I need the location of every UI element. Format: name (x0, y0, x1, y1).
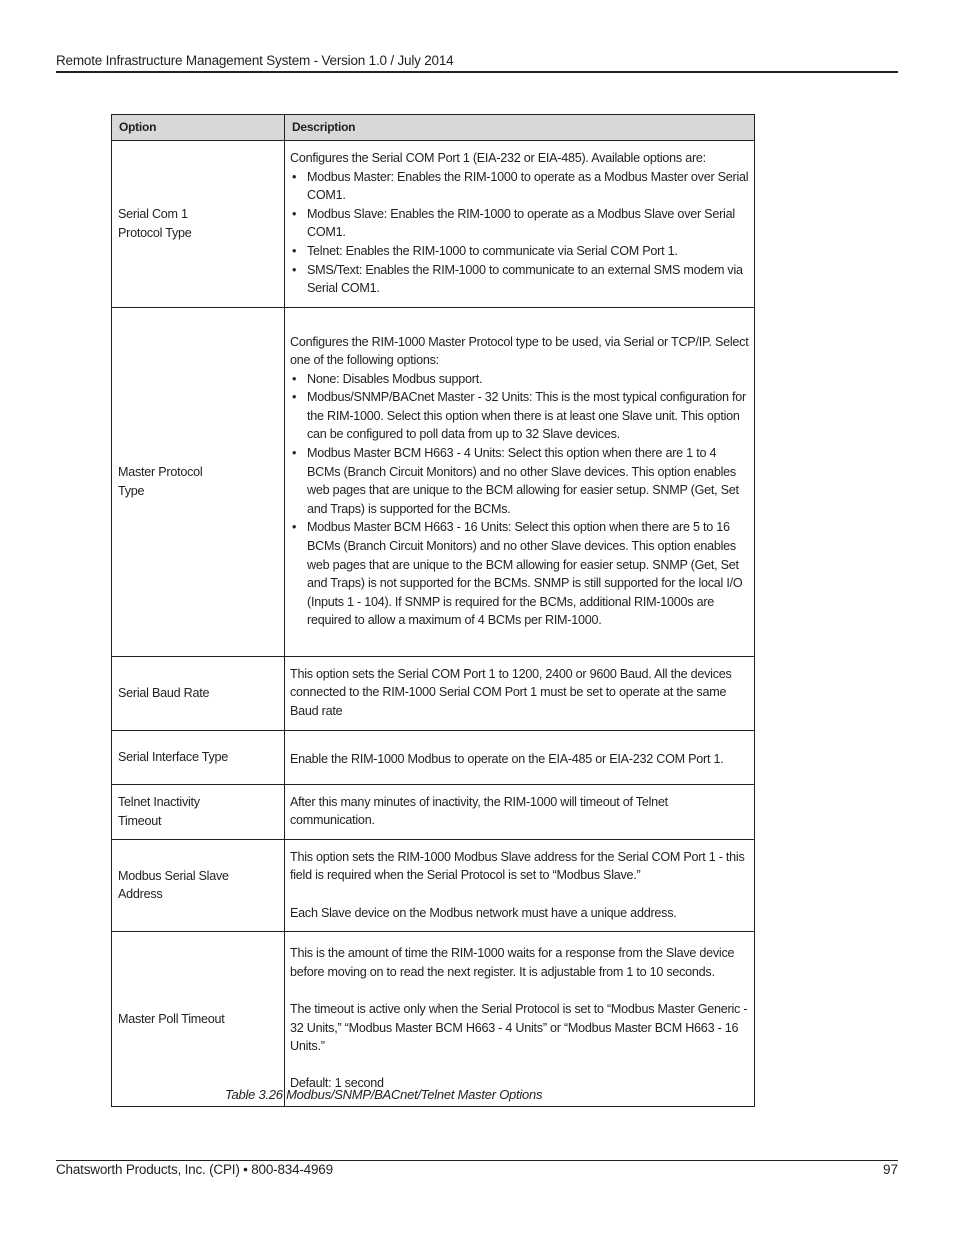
description-text: This option sets the Serial COM Port 1 to 1200, 2400 or 9600 Baud. All the devices connected to the RIM-1000 Serial COM Port 1 must be set to operate at the same Baud rate (290, 666, 732, 718)
option-cell (112, 656, 285, 730)
list-item: • Telnet: Enables the RIM-1000 to communicate via Serial COM Port 1. (290, 242, 750, 261)
list-item: • SMS/Text: Enables the RIM-1000 to communicate to an external SMS modem via Serial COM1. (290, 261, 750, 298)
description-text: This option sets the RIM-1000 Modbus Slave address for the Serial COM Port 1 - this field is required when the Serial Protocol is set to “Modbus Slave.” (290, 849, 745, 883)
running-header: Remote Infrastructure Management System - Version 1.0 / July 2014 (56, 53, 454, 68)
table-row (112, 656, 755, 730)
option-label: Serial Com 1 Protocol Type (118, 207, 192, 240)
description-cell (285, 656, 755, 730)
description-text: After this many minutes of inactivity, the RIM-1000 will timeout of Telnet communication. (290, 794, 668, 828)
option-label: Serial Interface Type (118, 749, 229, 764)
description-text: Enable the RIM-1000 Modbus to operate on the EIA-485 or EIA-232 COM Port 1. (290, 752, 724, 767)
list-item: • None: Disables Modbus support. (290, 370, 750, 389)
table-header-row (112, 115, 755, 141)
table-row (112, 307, 755, 656)
list-item: • Modbus Slave: Enables the RIM-1000 to operate as a Modbus Slave over Serial COM1. (290, 205, 750, 242)
table-row (112, 784, 755, 839)
option-cell (112, 784, 285, 839)
option-list (290, 370, 750, 630)
description-cell (285, 730, 755, 784)
column-header-description: Description (285, 115, 755, 141)
footer-rule (56, 1160, 898, 1161)
list-item: • Modbus Master: Enables the RIM-1000 to operate as a Modbus Master over Serial COM1. (290, 168, 750, 205)
option-cell (112, 730, 285, 784)
description-intro: Configures the RIM-1000 Master Protocol type to be used, via Serial or TCP/IP. Select one of the following options: (290, 334, 749, 368)
description-cell (285, 932, 755, 1107)
option-cell (112, 839, 285, 931)
table-row (112, 839, 755, 931)
option-label: Modbus Serial Slave Address (118, 868, 229, 902)
option-label: Master Protocol Type (118, 465, 203, 498)
list-item: • Modbus Master BCM H663 - 16 Units: Select this option when there are 5 to 16 BCMs (Branch Circuit Monitors) and no other Slave devices. This option enables web pages that are unique to the BCM allowing for easier setup. SNMP (Get, Set and Traps) is not supported for the BCMs. SNMP is still supported for the local I/O (Inputs 1 - 104). If SNMP is required for the BCMs, additional RIM-1000s are required to allow a maximum of 4 BCMs per RIM-1000. (290, 518, 750, 630)
description-cell (285, 784, 755, 839)
option-list (290, 168, 750, 298)
description-text: The timeout is active only when the Serial Protocol is set to “Modbus Master Generic - 32 Units,” “Modbus Master BCM H663 - 4 Units” or “Modbus Master BCM H663 - 16 Units.” (290, 1002, 748, 1054)
table-row (112, 932, 755, 1107)
description-text: Each Slave device on the Modbus network must have a unique address. (290, 905, 677, 920)
description-intro: Configures the Serial COM Port 1 (EIA-232 or EIA-485). Available options are: (290, 151, 706, 165)
table-caption: Table 3.26 Modbus/SNMP/BACnet/Telnet Master Options (225, 1087, 543, 1102)
footer-company: Chatsworth Products, Inc. (CPI) • 800-834-4969 (56, 1162, 333, 1177)
page-number: 97 (882, 1162, 898, 1177)
description-text: This is the amount of time the RIM-1000 waits for a response from the Slave device before moving on to read the next register. It is adjustable from 1 to 10 seconds. (290, 946, 735, 979)
description-text: Default: 1 second (290, 1076, 384, 1091)
option-label: Serial Baud Rate (118, 685, 210, 700)
options-table (111, 114, 755, 1107)
list-item: • Modbus Master BCM H663 - 4 Units: Select this option when there are 1 to 4 BCMs (Branch Circuit Monitors) and no other Slave devices. This option enables web pages that are unique to the BCM allowing for easier setup. SNMP (Get, Set and Traps) is supported for the BCMs. (290, 444, 750, 518)
description-cell (285, 307, 755, 656)
description-cell (285, 141, 755, 308)
list-item: • Modbus/SNMP/BACnet Master - 32 Units: This is the most typical configuration for the RIM-1000. Select this option when there is at least one Slave unit. This option can be configured to poll data from up to 32 Slave devices. (290, 388, 750, 444)
description-cell (285, 839, 755, 931)
option-label: Telnet Inactivity Timeout (118, 795, 200, 828)
header-rule (56, 71, 898, 73)
table-row (112, 730, 755, 784)
option-label: Master Poll Timeout (118, 1011, 225, 1026)
column-header-option: Option (112, 115, 285, 141)
option-cell (112, 932, 285, 1107)
option-cell (112, 307, 285, 656)
table-row (112, 141, 755, 308)
option-cell (112, 141, 285, 308)
